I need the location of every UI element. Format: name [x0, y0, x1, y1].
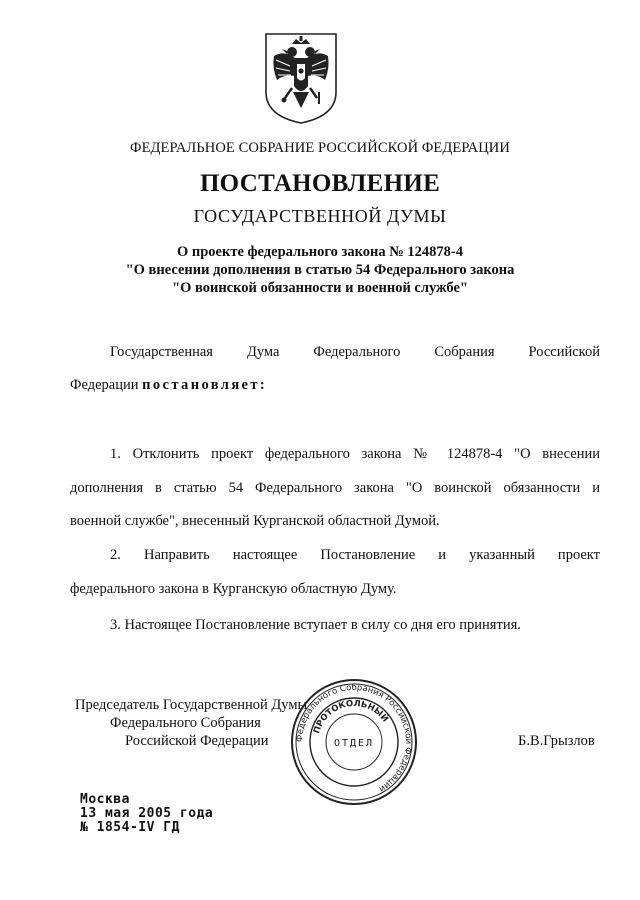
subject-line: О проекте федерального закона № 124878-4	[176, 244, 464, 260]
footer-number: № 1854-IV ГД	[80, 820, 180, 835]
organization-title: ФЕДЕРАЛЬНОЕ СОБРАНИЕ РОССИЙСКОЙ ФЕДЕРАЦИИ	[130, 140, 510, 156]
footer-date: 13 мая 2005 года	[80, 806, 214, 821]
preamble-word: Российской	[528, 344, 600, 360]
item-1-line: военной службе", внесенный Курганской областной Думой.	[70, 513, 440, 529]
document-subtitle: ГОСУДАРСТВЕННОЙ ДУМЫ	[193, 206, 447, 226]
seal-inner-text: ПРОТОКОЛЬНЫЙ	[312, 698, 390, 735]
document-title: ПОСТАНОВЛЕНИЕ	[199, 170, 441, 197]
item-1-line: 1. Отклонить проект федерального закона № 124878-4 "О внесении	[110, 446, 600, 462]
preamble-word: Федерального	[313, 344, 401, 360]
decree-word: постановляет:	[142, 377, 268, 393]
official-seal	[288, 676, 420, 808]
preamble-word: Дума	[246, 344, 280, 360]
subject-line: "О воинской обязанности и военной службе"	[172, 280, 468, 296]
item-3-line: 3. Настоящее Постановление вступает в силу со дня его принятия.	[110, 617, 521, 633]
seal-center-text: ОТДЕЛ	[333, 738, 375, 749]
footer-city: Москва	[80, 792, 130, 807]
item-2-line: 2. Направить настоящее Постановление и указанный проект	[110, 547, 600, 563]
preamble-line	[110, 344, 600, 361]
item-2-line: федерального закона в Курганскую областную Думу.	[70, 581, 397, 597]
subject-line: "О внесении дополнения в статью 54 Федерального закона	[125, 262, 515, 278]
item-1-line: дополнения в статью 54 Федерального закона "О воинской обязанности и	[70, 480, 600, 496]
preamble-word: Федерации	[70, 377, 139, 393]
seal-outer-text: Федерального Собрания Российской Федерации	[294, 682, 414, 794]
signatory-name: Б.В.Грызлов	[518, 733, 595, 749]
signatory-position: Федерального Собрания	[110, 715, 261, 731]
signatory-position: Председатель Государственной Думы	[75, 697, 308, 713]
preamble-word: Государственная	[110, 344, 213, 360]
preamble-line	[70, 377, 267, 394]
coat-of-arms-emblem	[262, 30, 340, 126]
preamble-word: Собрания	[434, 344, 495, 360]
signatory-position: Российской Федерации	[125, 733, 269, 749]
